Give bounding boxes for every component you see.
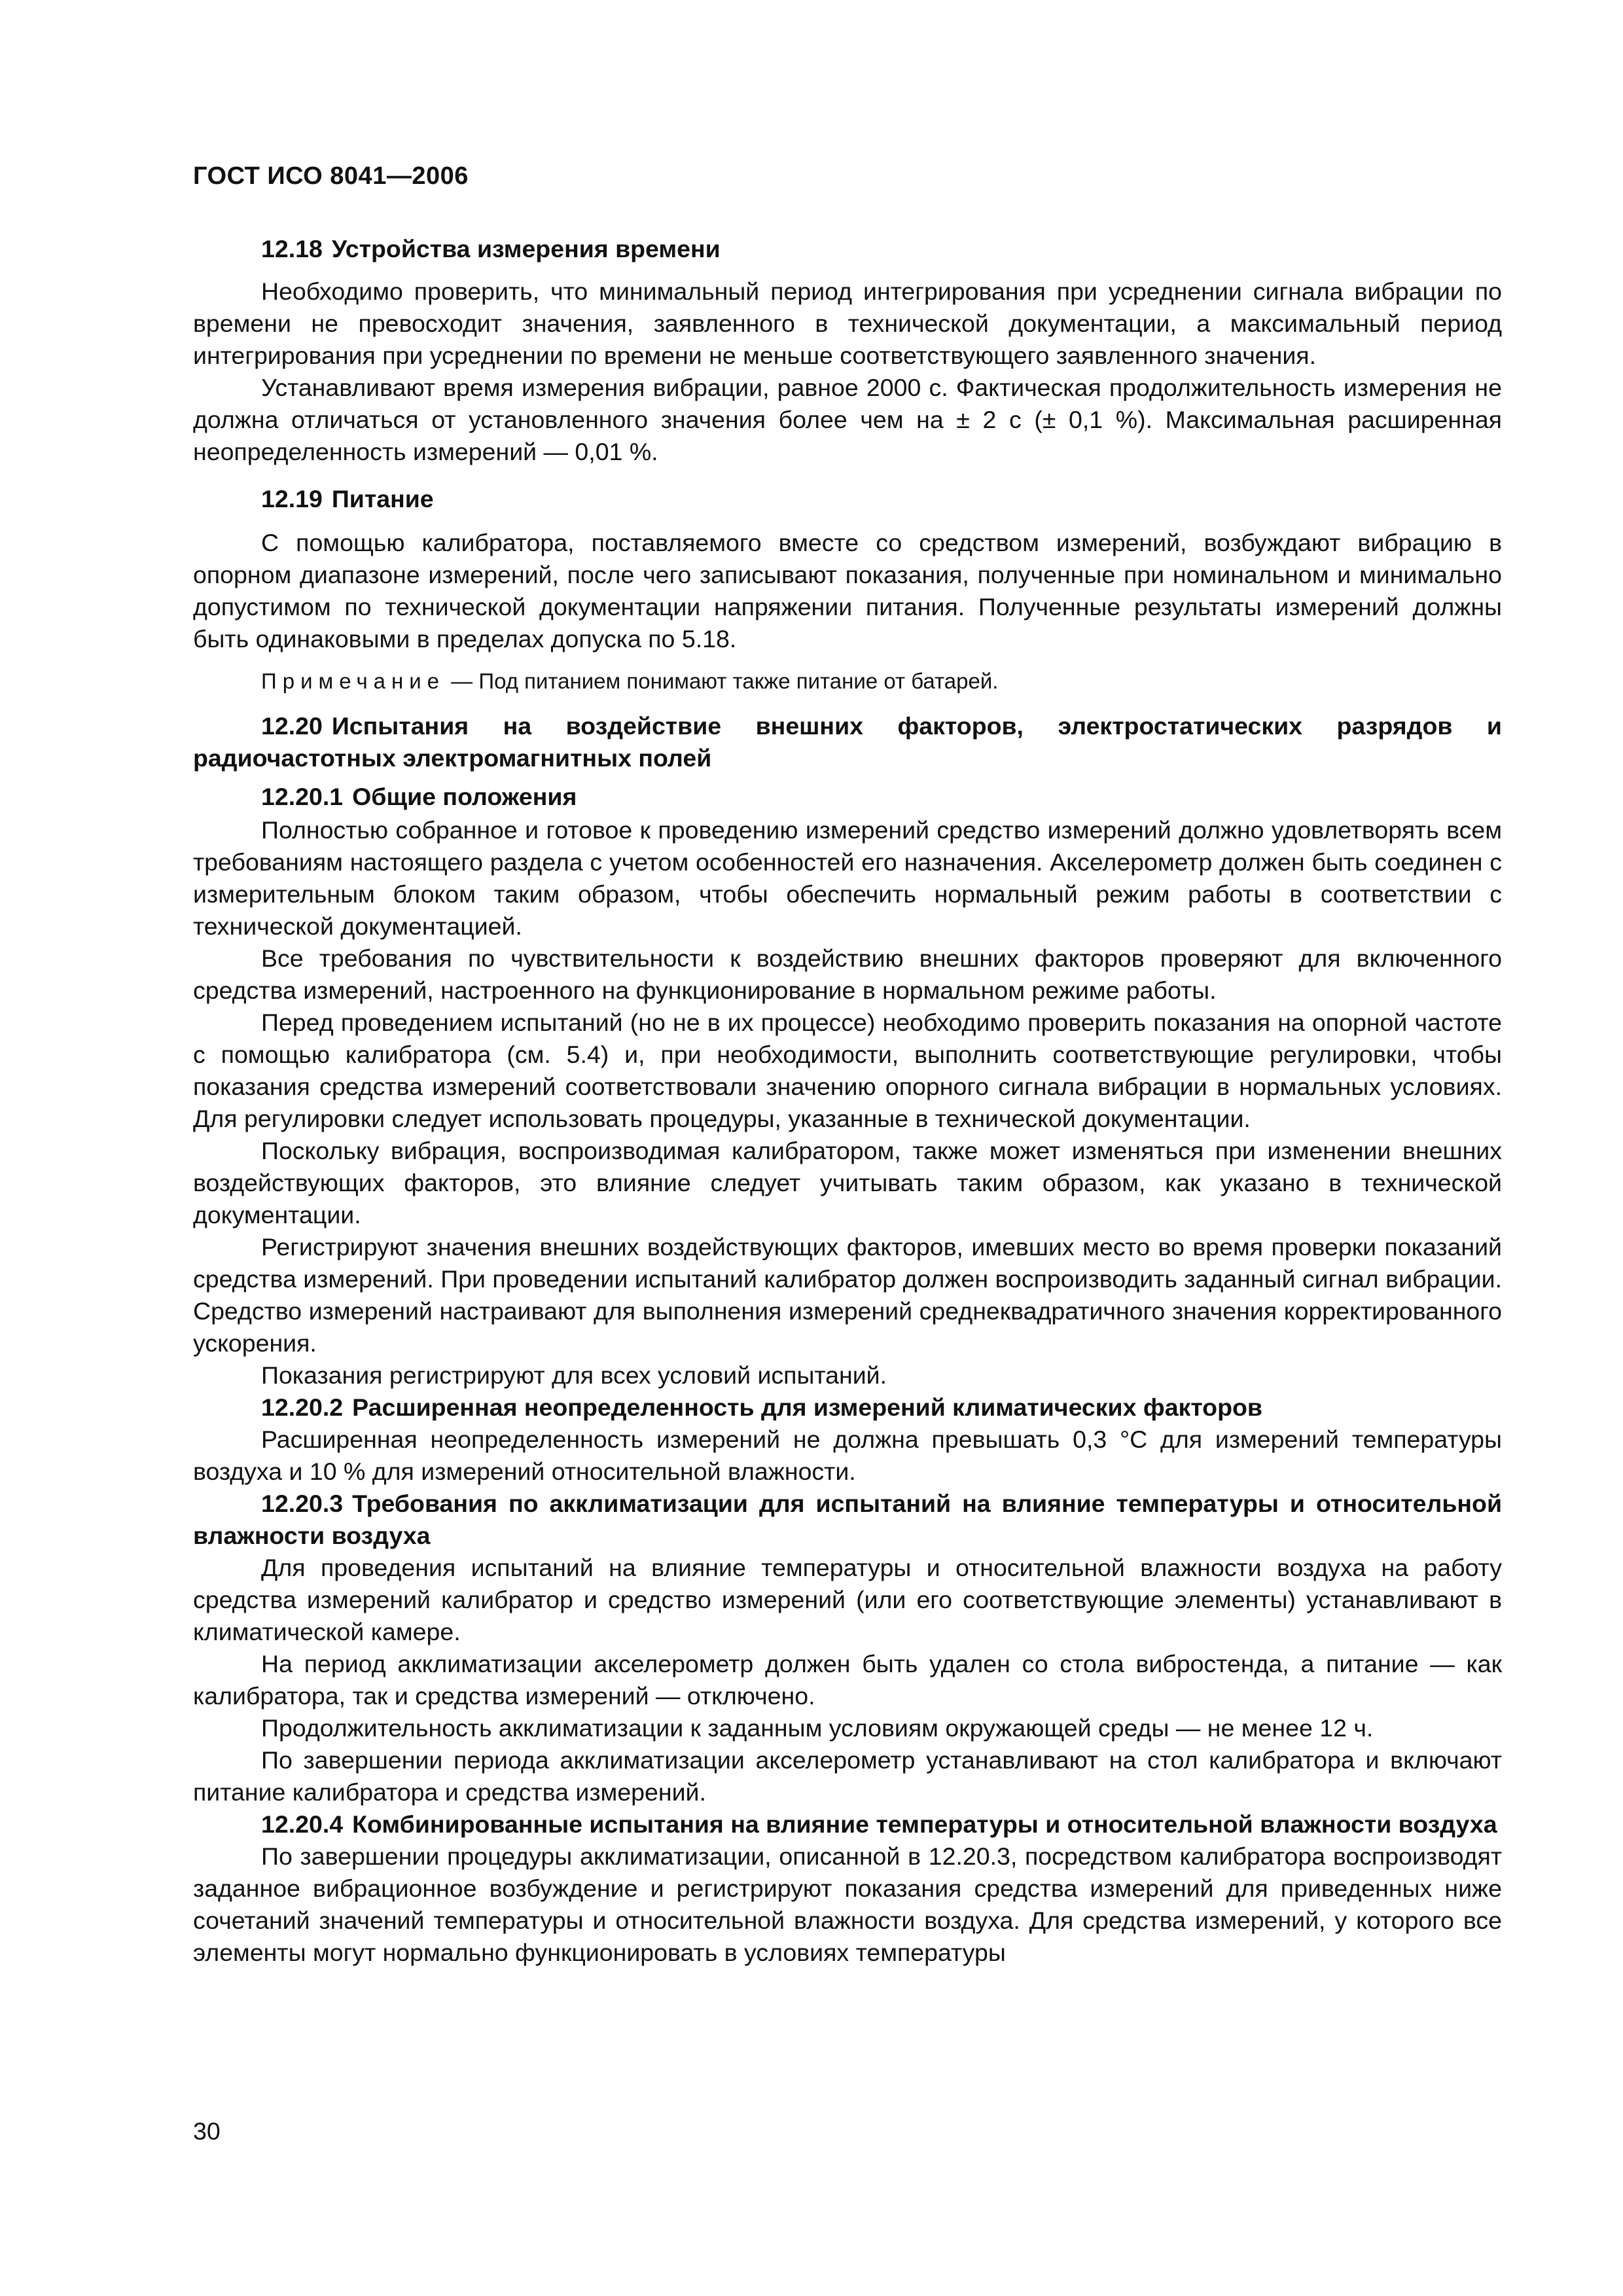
- paragraph: На период акклиматизации акселерометр должен быть удален со стола вибростенда, а питание — как калибратора, так и средства измерений — отключено.: [193, 1650, 1502, 1710]
- paragraph: Полностью собранное и готовое к проведению измерений средство измерений должно удовлетворять всем требованиям настоящего раздела с учетом особенностей его назначения. Акселерометр должен быть соединен с измерительным блоком таким образом, чтобы обеспечить нормальный режим работы в соответствии с технической документацией.: [193, 816, 1502, 940]
- section-number: 12.20.4: [261, 1810, 344, 1838]
- section-number: 12.20.3: [261, 1490, 344, 1517]
- section-heading-12-20-3: [193, 1488, 1502, 1552]
- section-heading-12-20-4: [193, 1808, 1502, 1840]
- paragraph: Расширенная неопределенность измерений не должна превышать 0,3 °C для измерений температуры воздуха и 10 % для измерений относительной влажности.: [193, 1426, 1502, 1485]
- section-number: 12.18: [261, 235, 323, 262]
- paragraph: Показания регистрируют для всех условий испытаний.: [261, 1361, 887, 1389]
- section-heading-12-20-1: [193, 781, 1502, 813]
- section-title: Испытания на воздействие внешних факторов, электростатических разрядов и радиочастотных электромагнитных полей: [193, 712, 1502, 772]
- paragraph: Необходимо проверить, что минимальный период интегрирования при усреднении сигнала вибрации по времени не превосходит значения, заявленного в технической документации, а максимальный период интегрирования при усреднении по времени не меньше соответствующего заявленного значения.: [193, 278, 1502, 369]
- paragraph: Перед проведением испытаний (но не в их процессе) необходимо проверить показания на опорной частоте с помощью калибратора (см. 5.4) и, при необходимости, выполнить соответствующие регулировки, чтобы показания средства измерений соответствовали значению опорного сигнала вибрации в нормальных условиях. Для регулировки следует использовать процедуры, указанные в технической документации.: [193, 1009, 1502, 1132]
- document-header: ГОСТ ИСО 8041—2006: [193, 162, 469, 190]
- section-heading-12-19: [193, 483, 1502, 515]
- section-number: 12.19: [261, 485, 323, 512]
- paragraph: Поскольку вибрация, воспроизводимая калибратором, также может изменяться при изменении внешних воздействующих факторов, это влияние следует учитывать таким образом, как указано в технической документации.: [193, 1137, 1502, 1229]
- paragraph: По завершении процедуры акклиматизации, описанной в 12.20.3, посредством калибратора воспроизводят заданное вибрационное возбуждение и регистрируют показания средства измерений для приведенных ниже сочетаний значений температуры и относительной влажности воздуха. Для средства измерений, у которого все элементы могут нормально функционировать в условиях температуры: [193, 1842, 1502, 1966]
- note-label: Примечание: [261, 669, 446, 693]
- section-title: Комбинированные испытания на влияние температуры и относительной влажности воздуха: [352, 1810, 1497, 1838]
- section-title: Общие положения: [352, 783, 577, 810]
- section-heading-12-18: [193, 233, 1502, 265]
- page-number: 30: [193, 2117, 221, 2145]
- paragraph: Продолжительность акклиматизации к заданным условиям окружающей среды — не менее 12 ч.: [261, 1714, 1374, 1742]
- section-title: Требования по акклиматизации для испытаний на влияние температуры и относительной влажности воздуха: [193, 1490, 1502, 1549]
- paragraph: По завершении периода акклиматизации акселерометр устанавливают на стол калибратора и включают питание калибратора и средства измерений.: [193, 1746, 1502, 1806]
- paragraph: С помощью калибратора, поставляемого вместе со средством измерений, возбуждают вибрацию в опорном диапазоне измерений, после чего записывают показания, полученные при номинальном и минимально допустимом по технической документации напряжении питания. Полученные результаты измерений должны быть одинаковыми в пределах допуска по 5.18.: [193, 529, 1502, 653]
- section-number: 12.20: [261, 712, 323, 740]
- paragraph: Регистрируют значения внешних воздействующих факторов, имевших место во время проверки показаний средства измерений. При проведении испытаний калибратор должен воспроизводить заданный сигнал вибрации. Средство измерений настраивают для выполнения измерений среднеквадратичного значения корректированного ускорения.: [193, 1233, 1502, 1357]
- note: [193, 665, 1502, 697]
- section-heading-12-20-2: [193, 1391, 1502, 1424]
- paragraph: Для проведения испытаний на влияние температуры и относительной влажности воздуха на работу средства измерений калибратор и средство измерений (или его соответствующие элементы) устанавливают в климатической камере.: [193, 1554, 1502, 1645]
- section-number: 12.20.1: [261, 783, 344, 810]
- section-title: Расширенная неопределенность для измерений климатических факторов: [352, 1393, 1262, 1421]
- section-title: Питание: [331, 485, 434, 512]
- document-body: [193, 233, 1502, 1969]
- section-title: Устройства измерения времени: [331, 235, 721, 262]
- paragraph: Все требования по чувствительности к воздействию внешних факторов проверяют для включенного средства измерений, настроенного на функционирование в нормальном режиме работы.: [193, 944, 1502, 1004]
- note-text: — Под питанием понимают также питание от батарей.: [445, 669, 999, 693]
- section-number: 12.20.2: [261, 1393, 344, 1421]
- paragraph: Устанавливают время измерения вибрации, равное 2000 с. Фактическая продолжительность измерения не должна отличаться от установленного значения более чем на ± 2 с (± 0,1 %). Максимальная расширенная неопределенность измерений — 0,01 %.: [193, 374, 1502, 465]
- section-heading-12-20: [193, 710, 1502, 774]
